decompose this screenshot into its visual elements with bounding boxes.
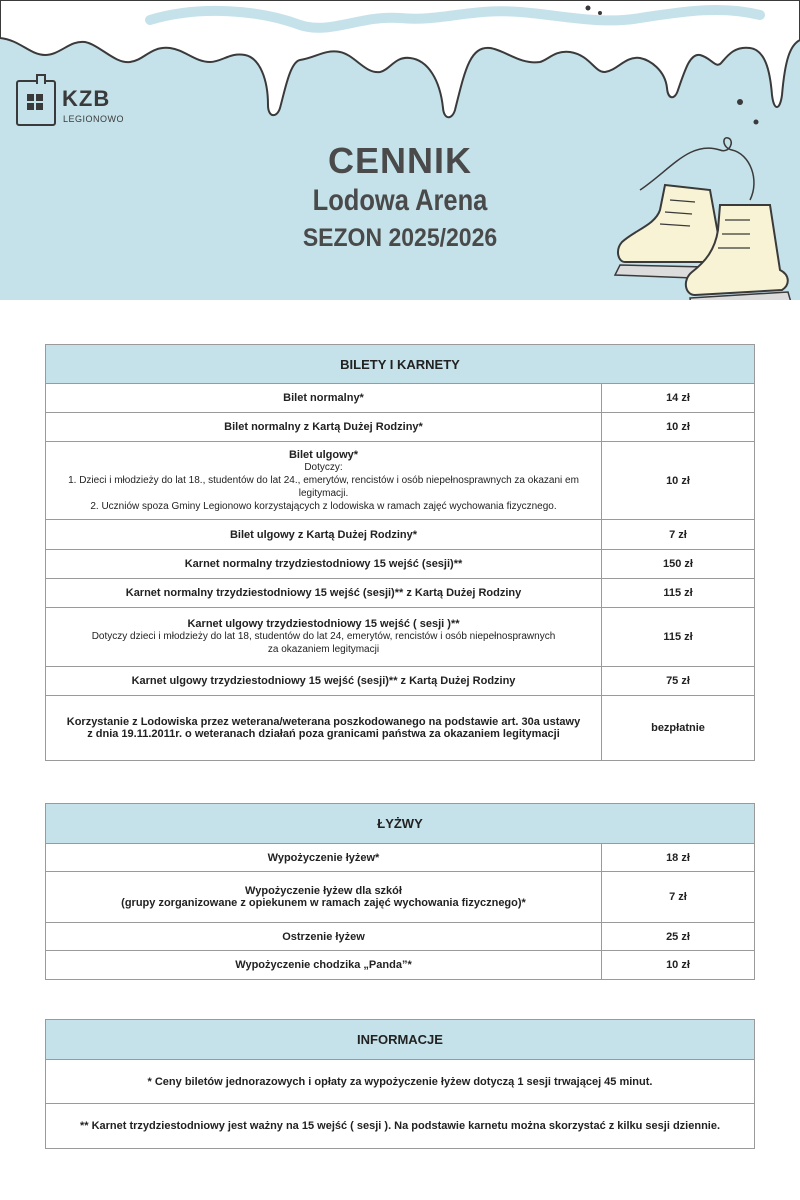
table-row: Bilet normalny z Kartą Dużej Rodziny* 10 zł: [46, 413, 755, 442]
info-heading: INFORMACJE: [46, 1020, 755, 1060]
tickets-heading: BILETY I KARNETY: [46, 345, 755, 384]
table-row: Bilet ulgowy* Dotyczy: 1. Dzieci i młodzieży do lat 18., studentów do lat 24., emerytów, rencistów i osób niepełnosprawnych za okazani em legitymacji. 2. Uczniów spoza Gminy Legionowo korzystających z lodowiska w ramach zajęć wychowania fizycznego. 10 zł: [46, 442, 755, 520]
table-row: Karnet normalny trzydziestodniowy 15 wejść (sesji)** z Kartą Dużej Rodziny 115 zł: [46, 579, 755, 608]
info-line-1: * Ceny biletów jednorazowych i opłaty za wypożyczenie łyżew dotyczą 1 sesji trwającej 45 minut.: [46, 1060, 755, 1104]
skates-heading: ŁYŻWY: [46, 804, 755, 844]
skates-table: [45, 803, 755, 980]
ice-skates-icon: [610, 130, 800, 300]
tickets-table: [45, 344, 755, 761]
table-row: Korzystanie z Lodowiska przez weterana/weterana poszkodowanego na podstawie art. 30a ustawy z dnia 19.11.2011r. o weteranach działań poza granicami państwa za okazaniem legitymacji bezpłatnie: [46, 696, 755, 761]
table-row: Ostrzenie łyżew 25 zł: [46, 923, 755, 951]
table-row: Wypożyczenie łyżew* 18 zł: [46, 844, 755, 872]
table-row: Karnet normalny trzydziestodniowy 15 wejść (sesji)** 150 zł: [46, 550, 755, 579]
season-label: SEZON 2025/2026: [302, 224, 498, 252]
table-row: Wypożyczenie chodzika „Panda”* 10 zł: [46, 951, 755, 980]
header-banner: [0, 0, 800, 300]
table-row: Karnet ulgowy trzydziestodniowy 15 wejść (sesji)** z Kartą Dużej Rodziny 75 zł: [46, 667, 755, 696]
info-table: [45, 1019, 755, 1149]
kzb-logo: [16, 74, 136, 134]
page-subtitle: Lodowa Arena: [312, 184, 488, 217]
info-line-2: ** Karnet trzydziestodniowy jest ważny na 15 wejść ( sesji ). Na podstawie karnetu można skorzystać z kilku sesji dziennie.: [46, 1104, 755, 1149]
logo-name: KZB: [62, 86, 111, 111]
logo-subtitle: LEGIONOWO: [63, 114, 125, 124]
building-icon: [16, 80, 56, 126]
page-title: CENNIK: [327, 140, 472, 181]
table-row: Bilet ulgowy z Kartą Dużej Rodziny* 7 zł: [46, 520, 755, 550]
table-row: Bilet normalny* 14 zł: [46, 384, 755, 413]
table-row: Karnet ulgowy trzydziestodniowy 15 wejść ( sesji )** Dotyczy dzieci i młodzieży do lat 18, studentów do lat 24, emerytów, rencistów i osób niepełnosprawnych za okazaniem legitymacji 115 zł: [46, 608, 755, 667]
table-row: Wypożyczenie łyżew dla szkół (grupy zorganizowane z opiekunem w ramach zajęć wychowania fizycznego)* 7 zł: [46, 872, 755, 923]
